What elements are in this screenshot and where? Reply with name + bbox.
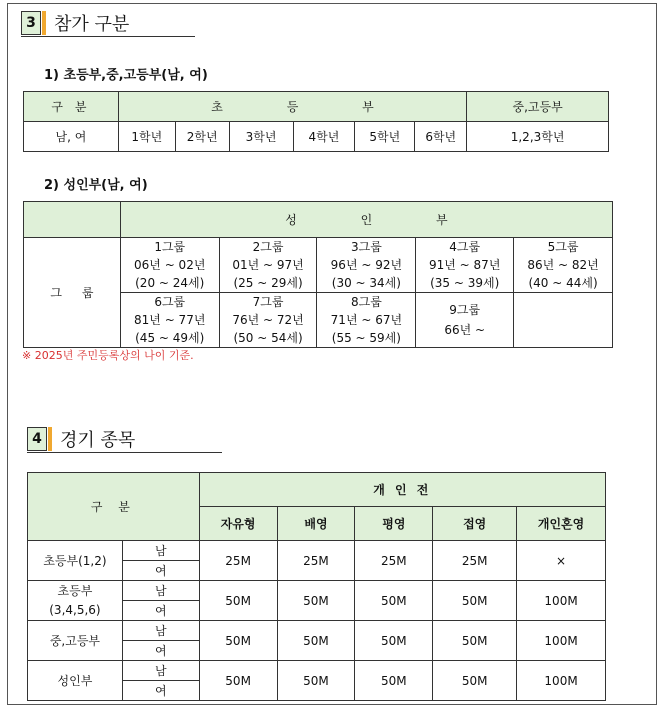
grade-cell: 2학년 <box>175 122 229 152</box>
distance-cell: × <box>517 541 606 581</box>
gender-female: 여 <box>122 601 199 621</box>
distance-cell: 50M <box>199 621 277 661</box>
row-label: 남, 여 <box>24 122 119 152</box>
group-cell: 5그룹 86년 ~ 82년 (40 ~ 44세) <box>514 238 613 293</box>
gender-female: 여 <box>122 641 199 661</box>
section-accent-bar <box>42 11 46 35</box>
event-header: 개인혼영 <box>517 507 606 541</box>
section-3-header <box>21 10 129 36</box>
header-gubun: 구 분 <box>24 92 119 122</box>
division-label: 초등부 (3,4,5,6) <box>28 581 123 621</box>
division-label: 중,고등부 <box>28 621 123 661</box>
section-title: 경기 종목 <box>60 430 136 451</box>
group-cell: 4그룹 91년 ~ 87년 (35 ~ 39세) <box>416 238 514 293</box>
group-cell: 7그룹 76년 ~ 72년 (50 ~ 54세) <box>219 293 317 348</box>
header-middle-high: 중,고등부 <box>467 92 609 122</box>
gender-male: 남 <box>122 661 199 681</box>
header-blank <box>24 202 121 238</box>
middle-high-grades: 1,2,3학년 <box>467 122 609 152</box>
section-title: 참가 구분 <box>54 14 130 35</box>
grade-cell: 5학년 <box>355 122 415 152</box>
section-number: 4 <box>27 427 47 451</box>
grade-cell: 1학년 <box>118 122 175 152</box>
distance-cell: 50M <box>277 661 355 701</box>
section-accent-bar <box>48 427 52 451</box>
group-cell: 8그룹 71년 ~ 67년 (55 ~ 59세) <box>317 293 416 348</box>
distance-cell: 50M <box>199 581 277 621</box>
section-number: 3 <box>21 11 41 35</box>
gender-male: 남 <box>122 621 199 641</box>
distance-cell: 50M <box>355 621 433 661</box>
header-elementary: 초 등 부 <box>118 92 466 122</box>
group-cell: 1그룹 06년 ~ 02년 (20 ~ 24세) <box>120 238 219 293</box>
distance-cell: 25M <box>355 541 433 581</box>
grade-cell: 3학년 <box>229 122 293 152</box>
group-cell: 9그룹 66년 ~ <box>416 293 514 348</box>
distance-cell: 25M <box>433 541 517 581</box>
distance-cell: 50M <box>277 621 355 661</box>
distance-cell: 100M <box>517 581 606 621</box>
division-label: 성인부 <box>28 661 123 701</box>
event-header: 자유형 <box>199 507 277 541</box>
header-individual: 개 인 전 <box>199 473 605 507</box>
distance-cell: 50M <box>277 581 355 621</box>
section-4-header <box>27 426 135 452</box>
table-adult <box>23 201 613 348</box>
distance-cell: 25M <box>277 541 355 581</box>
gender-female: 여 <box>122 561 199 581</box>
event-header: 배영 <box>277 507 355 541</box>
gender-male: 남 <box>122 581 199 601</box>
distance-cell: 50M <box>199 661 277 701</box>
header-gubun: 구 분 <box>28 473 200 541</box>
group-cell: 6그룹 81년 ~ 77년 (45 ~ 49세) <box>120 293 219 348</box>
table-elementary <box>23 91 609 152</box>
distance-cell: 50M <box>355 581 433 621</box>
gender-male: 남 <box>122 541 199 561</box>
distance-cell: 25M <box>199 541 277 581</box>
grade-cell: 6학년 <box>415 122 467 152</box>
group-cell: 3그룹 96년 ~ 92년 (30 ~ 34세) <box>317 238 416 293</box>
distance-cell: 100M <box>517 661 606 701</box>
subtitle-elementary: 1) 초등부,중,고등부(남, 여) <box>44 68 208 83</box>
distance-cell: 50M <box>355 661 433 701</box>
grade-cell: 4학년 <box>293 122 355 152</box>
group-label: 그 룹 <box>24 238 121 348</box>
event-header: 평영 <box>355 507 433 541</box>
table-events <box>27 472 606 701</box>
event-header: 접영 <box>433 507 517 541</box>
distance-cell: 50M <box>433 661 517 701</box>
distance-cell: 50M <box>433 621 517 661</box>
section-underline <box>27 452 222 453</box>
section-underline <box>21 36 195 37</box>
empty-cell <box>514 293 613 348</box>
header-adult: 성 인 부 <box>120 202 612 238</box>
age-note: ※ 2025년 주민등록상의 나이 기준. <box>22 349 194 362</box>
distance-cell: 100M <box>517 621 606 661</box>
gender-female: 여 <box>122 681 199 701</box>
division-label: 초등부(1,2) <box>28 541 123 581</box>
group-cell: 2그룹 01년 ~ 97년 (25 ~ 29세) <box>219 238 317 293</box>
distance-cell: 50M <box>433 581 517 621</box>
subtitle-adult: 2) 성인부(남, 여) <box>44 178 148 193</box>
